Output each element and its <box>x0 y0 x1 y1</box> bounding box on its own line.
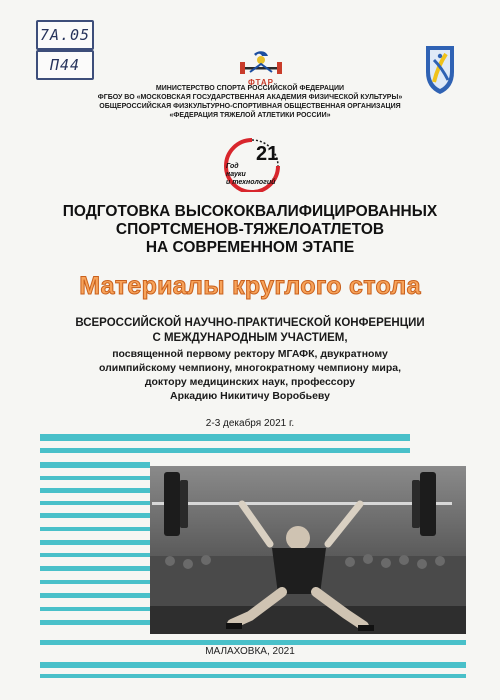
year-logo-caption-1: Год <box>226 163 239 170</box>
dedication-block <box>40 347 460 403</box>
org-line: «ФЕДЕРАЦИЯ ТЯЖЕЛОЙ АТЛЕТИКИ РОССИИ» <box>169 112 331 119</box>
conference-line: С МЕЖДУНАРОДНЫМ УЧАСТИЕМ, <box>152 332 348 344</box>
year-logo-caption-2: науки <box>226 171 246 178</box>
accent-bar-8 <box>40 527 150 531</box>
organizations-block <box>40 84 460 120</box>
ftar-logo-text: ФТАР <box>247 78 275 87</box>
book-title <box>30 203 470 257</box>
accent-bar-13 <box>40 593 150 598</box>
dedication-line: олимпийскому чемпиону, многократному чемпиону мира, <box>98 362 401 374</box>
accent-bar-11 <box>40 566 150 571</box>
accent-bar-9 <box>40 540 150 545</box>
accent-bar-18 <box>40 674 466 678</box>
dedication-line: посвященной первому ректору МГАФК, двукратному <box>112 348 388 360</box>
conference-line: ВСЕРОССИЙСКОЙ НАУЧНО-ПРАКТИЧЕСКОЙ КОНФЕРЕНЦИИ <box>75 317 425 329</box>
publication-place: МАЛАХОВКА, 2021 <box>205 646 295 657</box>
title-line: НА СОВРЕМЕННОМ ЭТАПЕ <box>145 239 355 256</box>
accent-bar-6 <box>40 501 150 505</box>
accent-bar-2 <box>40 448 410 453</box>
conference-block <box>30 316 470 346</box>
dedication-line: Аркадию Никитичу Воробьеву <box>170 390 330 402</box>
accent-bar-10 <box>40 553 150 557</box>
title-line: ПОДГОТОВКА ВЫСОКОКВАЛИФИЦИРОВАННЫХ <box>62 203 438 220</box>
org-line: МИНИСТЕРСТВО СПОРТА РОССИЙСКОЙ ФЕДЕРАЦИИ <box>155 85 345 92</box>
year-logo-number: 21 <box>256 143 279 165</box>
accent-bar-3 <box>40 462 150 468</box>
library-stamp-author: П44 <box>36 50 94 80</box>
year-of-science-logo <box>212 136 292 192</box>
accent-bar-4 <box>40 476 150 480</box>
library-stamp-code: 7А.05 <box>36 20 94 50</box>
accent-bar-1 <box>40 434 410 441</box>
year-logo-caption-3: и технологий <box>226 179 276 186</box>
accent-bar-7 <box>40 513 150 518</box>
accent-bar-5 <box>40 488 150 493</box>
accent-bar-15 <box>40 620 150 625</box>
accent-bar-14 <box>40 607 150 611</box>
accent-bar-16 <box>40 640 466 645</box>
title-line: СПОРТСМЕНОВ-ТЯЖЕЛОАТЛЕТОВ <box>115 221 385 238</box>
dedication-line: доктору медицинских наук, профессору <box>144 376 356 388</box>
org-line: ФГБОУ ВО «МОСКОВСКАЯ ГОСУДАРСТВЕННАЯ АКАДЕМИЯ ФИЗИЧЕСКОЙ КУЛЬТУРЫ» <box>97 94 403 101</box>
weightlifter-photo <box>150 466 466 634</box>
accent-bar-12 <box>40 580 150 584</box>
org-line: ОБЩЕРОССИЙСКАЯ ФИЗКУЛЬТУРНО-СПОРТИВНАЯ ОБЩЕСТВЕННАЯ ОРГАНИЗАЦИЯ <box>99 103 401 110</box>
accent-bar-17 <box>40 662 466 668</box>
conference-date: 2-3 декабря 2021 г. <box>205 418 295 429</box>
book-subtitle: Материалы круглого стола <box>79 272 421 300</box>
